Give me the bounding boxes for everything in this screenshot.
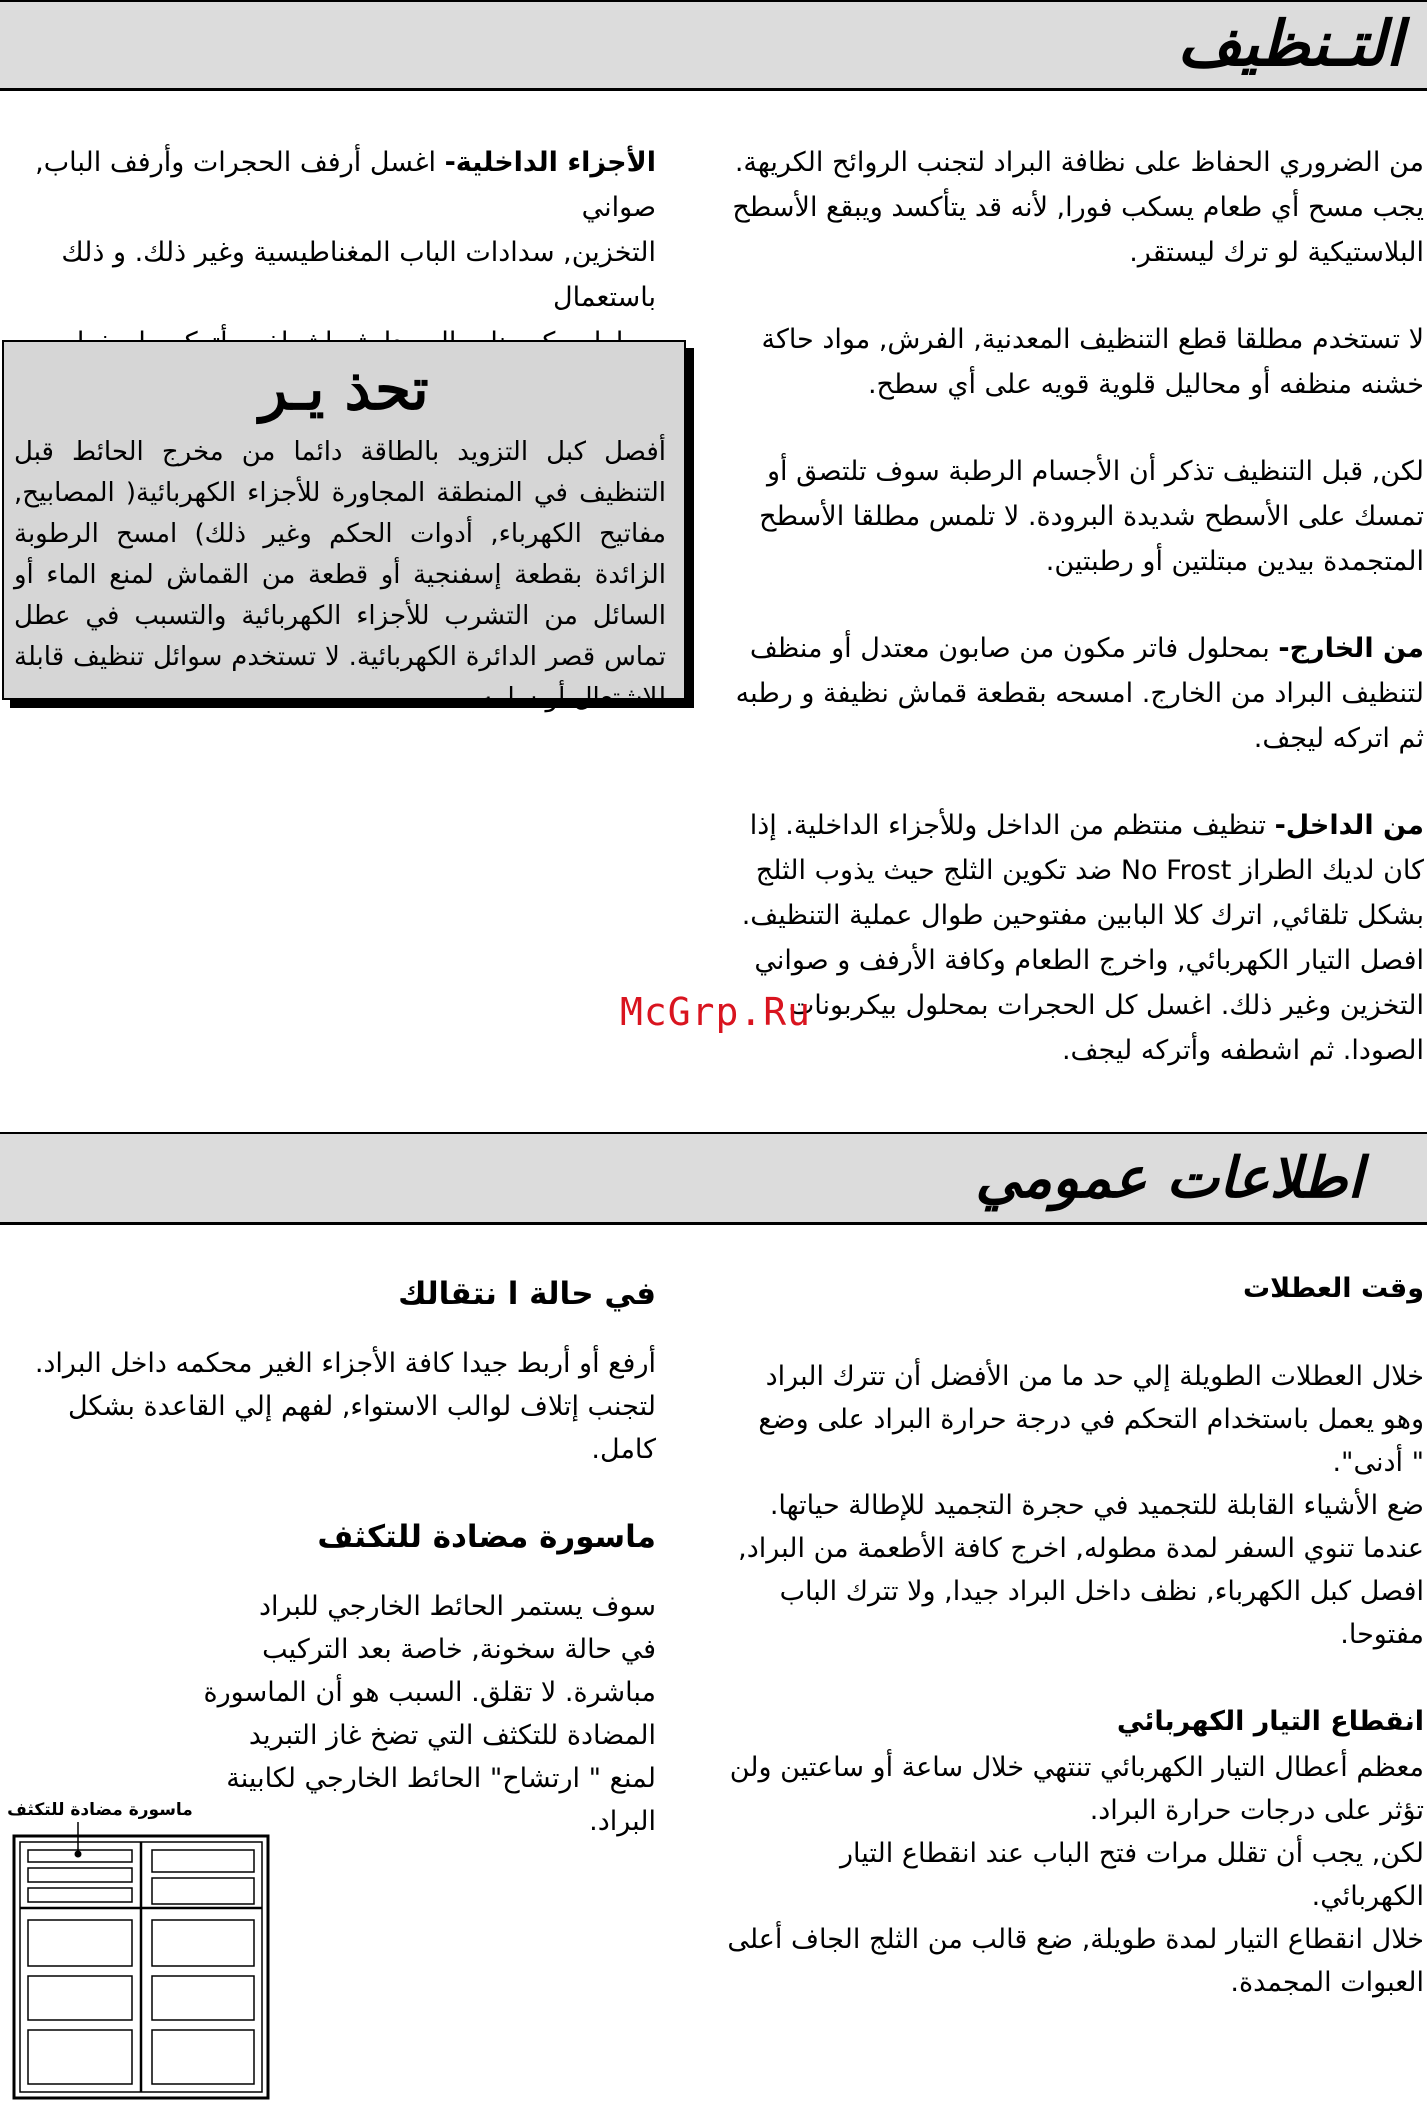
pipe-line: مباشرة. لا تقلق. السبب هو أن الماسورة — [203, 1677, 656, 1708]
caution-line: تمسك على الأسطح شديدة البرودة. لا تلمس مطلقا الأسطح — [759, 501, 1424, 532]
watermark: McGrp.Ru — [620, 990, 812, 1034]
intro-line: من الضروري الحفاظ على نظافة البراد لتجنب الروائح الكريهة. — [734, 147, 1424, 178]
warning-title: تحذ يـر — [259, 355, 429, 423]
power-line: لكن, يجب أن تقلل مرات فتح الباب عند انقطاع التيار الكهربائي. — [839, 1838, 1424, 1912]
pipe-heading: ماسورة مضادة للتكثف — [317, 1519, 656, 1555]
intro-line: يجب مسح أي طعام يسكب فورا, لأنه قد يتأكسد ويبقع الأسطح — [732, 192, 1424, 223]
inside-line: الصودا. ثم اشطفه وأتركه ليجف. — [1061, 1035, 1424, 1066]
avoid-line: خشنه منظفه أو محاليل قلوية قويه على أي سطح. — [867, 369, 1424, 400]
holiday-line: عندما تنوي السفر لمدة مطوله, اخرج كافة الأطعمة من البراد, — [738, 1533, 1424, 1564]
general-left-column — [4, 1270, 656, 1843]
inside-line: كان لديك الطراز No Frost ضد تكوين الثلج حيث يذوب الثلج — [755, 855, 1424, 886]
parts-paragraph — [4, 140, 656, 230]
holiday-line: خلال العطلات الطويلة إلي حد ما من الأفضل أن تترك البراد — [765, 1361, 1424, 1392]
caution-line: المتجمدة بيدين مبتلتين أو رطبتين. — [1045, 546, 1424, 577]
power-line: تؤثر على درجات حرارة البراد. — [1089, 1795, 1424, 1826]
cleaning-left-column — [4, 140, 656, 365]
general-header-band — [0, 1132, 1427, 1225]
holiday-line: ضع الأشياء القابلة للتجميد في حجرة التجميد للإطالة حياتها. — [769, 1490, 1424, 1521]
power-line: العبوات المجمدة. — [1230, 1967, 1424, 1998]
warning-text: أفصل كبل التزويد بالطاقة دائما من مخرج الحائط قبل التنظيف في المنطقة المجاورة للأجزاء الكهربائية( المصابيح, مفاتيح الكهرباء, أدوات الحكم وغير ذلك) امسح الرطوبة الزائدة بقطعة إسفنجية أو قطعة من القماش لمنع الماء أو السائل من التشرب للأجزاء الكهربائية والتسبب في عطل تماس قصر الدائرة الكهربائية. لا تستخدم سوائل تنظيف قابلة للاشتعال أو سامه. — [14, 437, 666, 713]
outside-paragraph — [720, 626, 1424, 671]
pipe-marker — [75, 1851, 82, 1858]
holiday-line: " أدنى". — [1332, 1447, 1424, 1478]
parts-line: التخزين, سدادات الباب المغناطيسية وغير ذلك. و ذلك باستعمال — [61, 237, 656, 313]
inside-label: من الداخل- — [1274, 810, 1424, 841]
power-line: خلال انقطاع التيار لمدة طويلة, ضع قالب من الثلج الجاف أعلى — [727, 1924, 1424, 1955]
outside-line: ثم اتركه ليجف. — [1253, 723, 1424, 754]
pipe-line: البراد. — [589, 1806, 656, 1837]
inside-line: التخزين وغير ذلك. اغسل كل الحجرات بمحلول بيكربونات — [788, 990, 1424, 1021]
inside-line: افصل التيار الكهربائي, واخرج الطعام وكافة الأرفف و صواني — [754, 945, 1424, 976]
holiday-line: افصل كبل الكهرباء, نظف داخل البراد جيدا, ولا تترك الباب — [779, 1576, 1424, 1607]
power-line: معظم أعطال التيار الكهربائي تنتهي خلال ساعة أو ساعتين ولن — [729, 1752, 1424, 1783]
power-heading: انقطاع التيار الكهربائي — [1116, 1706, 1424, 1737]
caution-line: لكن, قبل التنظيف تذكر أن الأجسام الرطبة سوف تلتصق أو — [766, 456, 1424, 487]
intro-line: البلاستيكية لو ترك ليستقر. — [1129, 237, 1424, 268]
pipe-line: سوف يستمر الحائط الخارجي للبراد — [258, 1591, 656, 1622]
holiday-line: مفتوحا. — [1340, 1619, 1424, 1650]
avoid-line: لا تستخدم مطلقا قطع التنظيف المعدنية, الفرش, مواد حاكة — [761, 324, 1424, 355]
cleaning-header-band — [0, 0, 1427, 91]
moving-line: لتجنب إتلاف لوالب الاستواء, لفهم إلي القاعدة بشكل كامل. — [67, 1391, 656, 1465]
holiday-line: وهو يعمل باستخدام التحكم في درجة حرارة البراد على وضع — [758, 1404, 1424, 1435]
parts-label: الأجزاء الداخلية- — [444, 147, 656, 178]
pipe-line: لمنع " ارتشاح" الحائط الخارجي لكابينة — [226, 1763, 656, 1794]
warning-box — [2, 340, 686, 713]
diagram-label: ماسورة مضادة للتكثف — [7, 1800, 193, 1820]
fridge-diagram — [6, 1822, 276, 2102]
inside-paragraph — [720, 803, 1424, 848]
moving-line: أرفع أو أربط جيدا كافة الأجزاء الغير محكمه داخل البراد. — [34, 1348, 656, 1379]
cleaning-right-column — [720, 140, 1424, 1073]
pipe-line: المضادة للتكثف التي تضخ غاز التبريد — [248, 1720, 656, 1751]
moving-heading: في حالة ا نتقالك — [398, 1276, 656, 1312]
cleaning-title: التـنظيف — [1177, 7, 1403, 80]
holiday-heading: وقت العطلات — [1242, 1273, 1424, 1304]
general-right-column — [720, 1265, 1424, 2004]
pipe-line: في حالة سخونة, خاصة بعد التركيب — [262, 1634, 656, 1665]
general-title: اطلاعات عمومي — [975, 1145, 1363, 1211]
parts-line: اغسل أرفف الحجرات وأرفف الباب, صواني — [35, 147, 656, 223]
outside-line: لتنظيف البراد من الخارج. امسحه بقطعة قماش نظيفة و رطبه — [735, 678, 1424, 709]
inside-line: تنظيف منتظم من الداخل وللأجزاء الداخلية. إذا — [749, 810, 1266, 841]
outside-label: من الخارج- — [1278, 633, 1424, 664]
outside-line: بمحلول فاتر مكون من صابون معتدل أو منظف — [749, 633, 1270, 664]
inside-line: بشكل تلقائي, اترك كلا البابين مفتوحين طوال عملية التنظيف. — [741, 900, 1424, 931]
